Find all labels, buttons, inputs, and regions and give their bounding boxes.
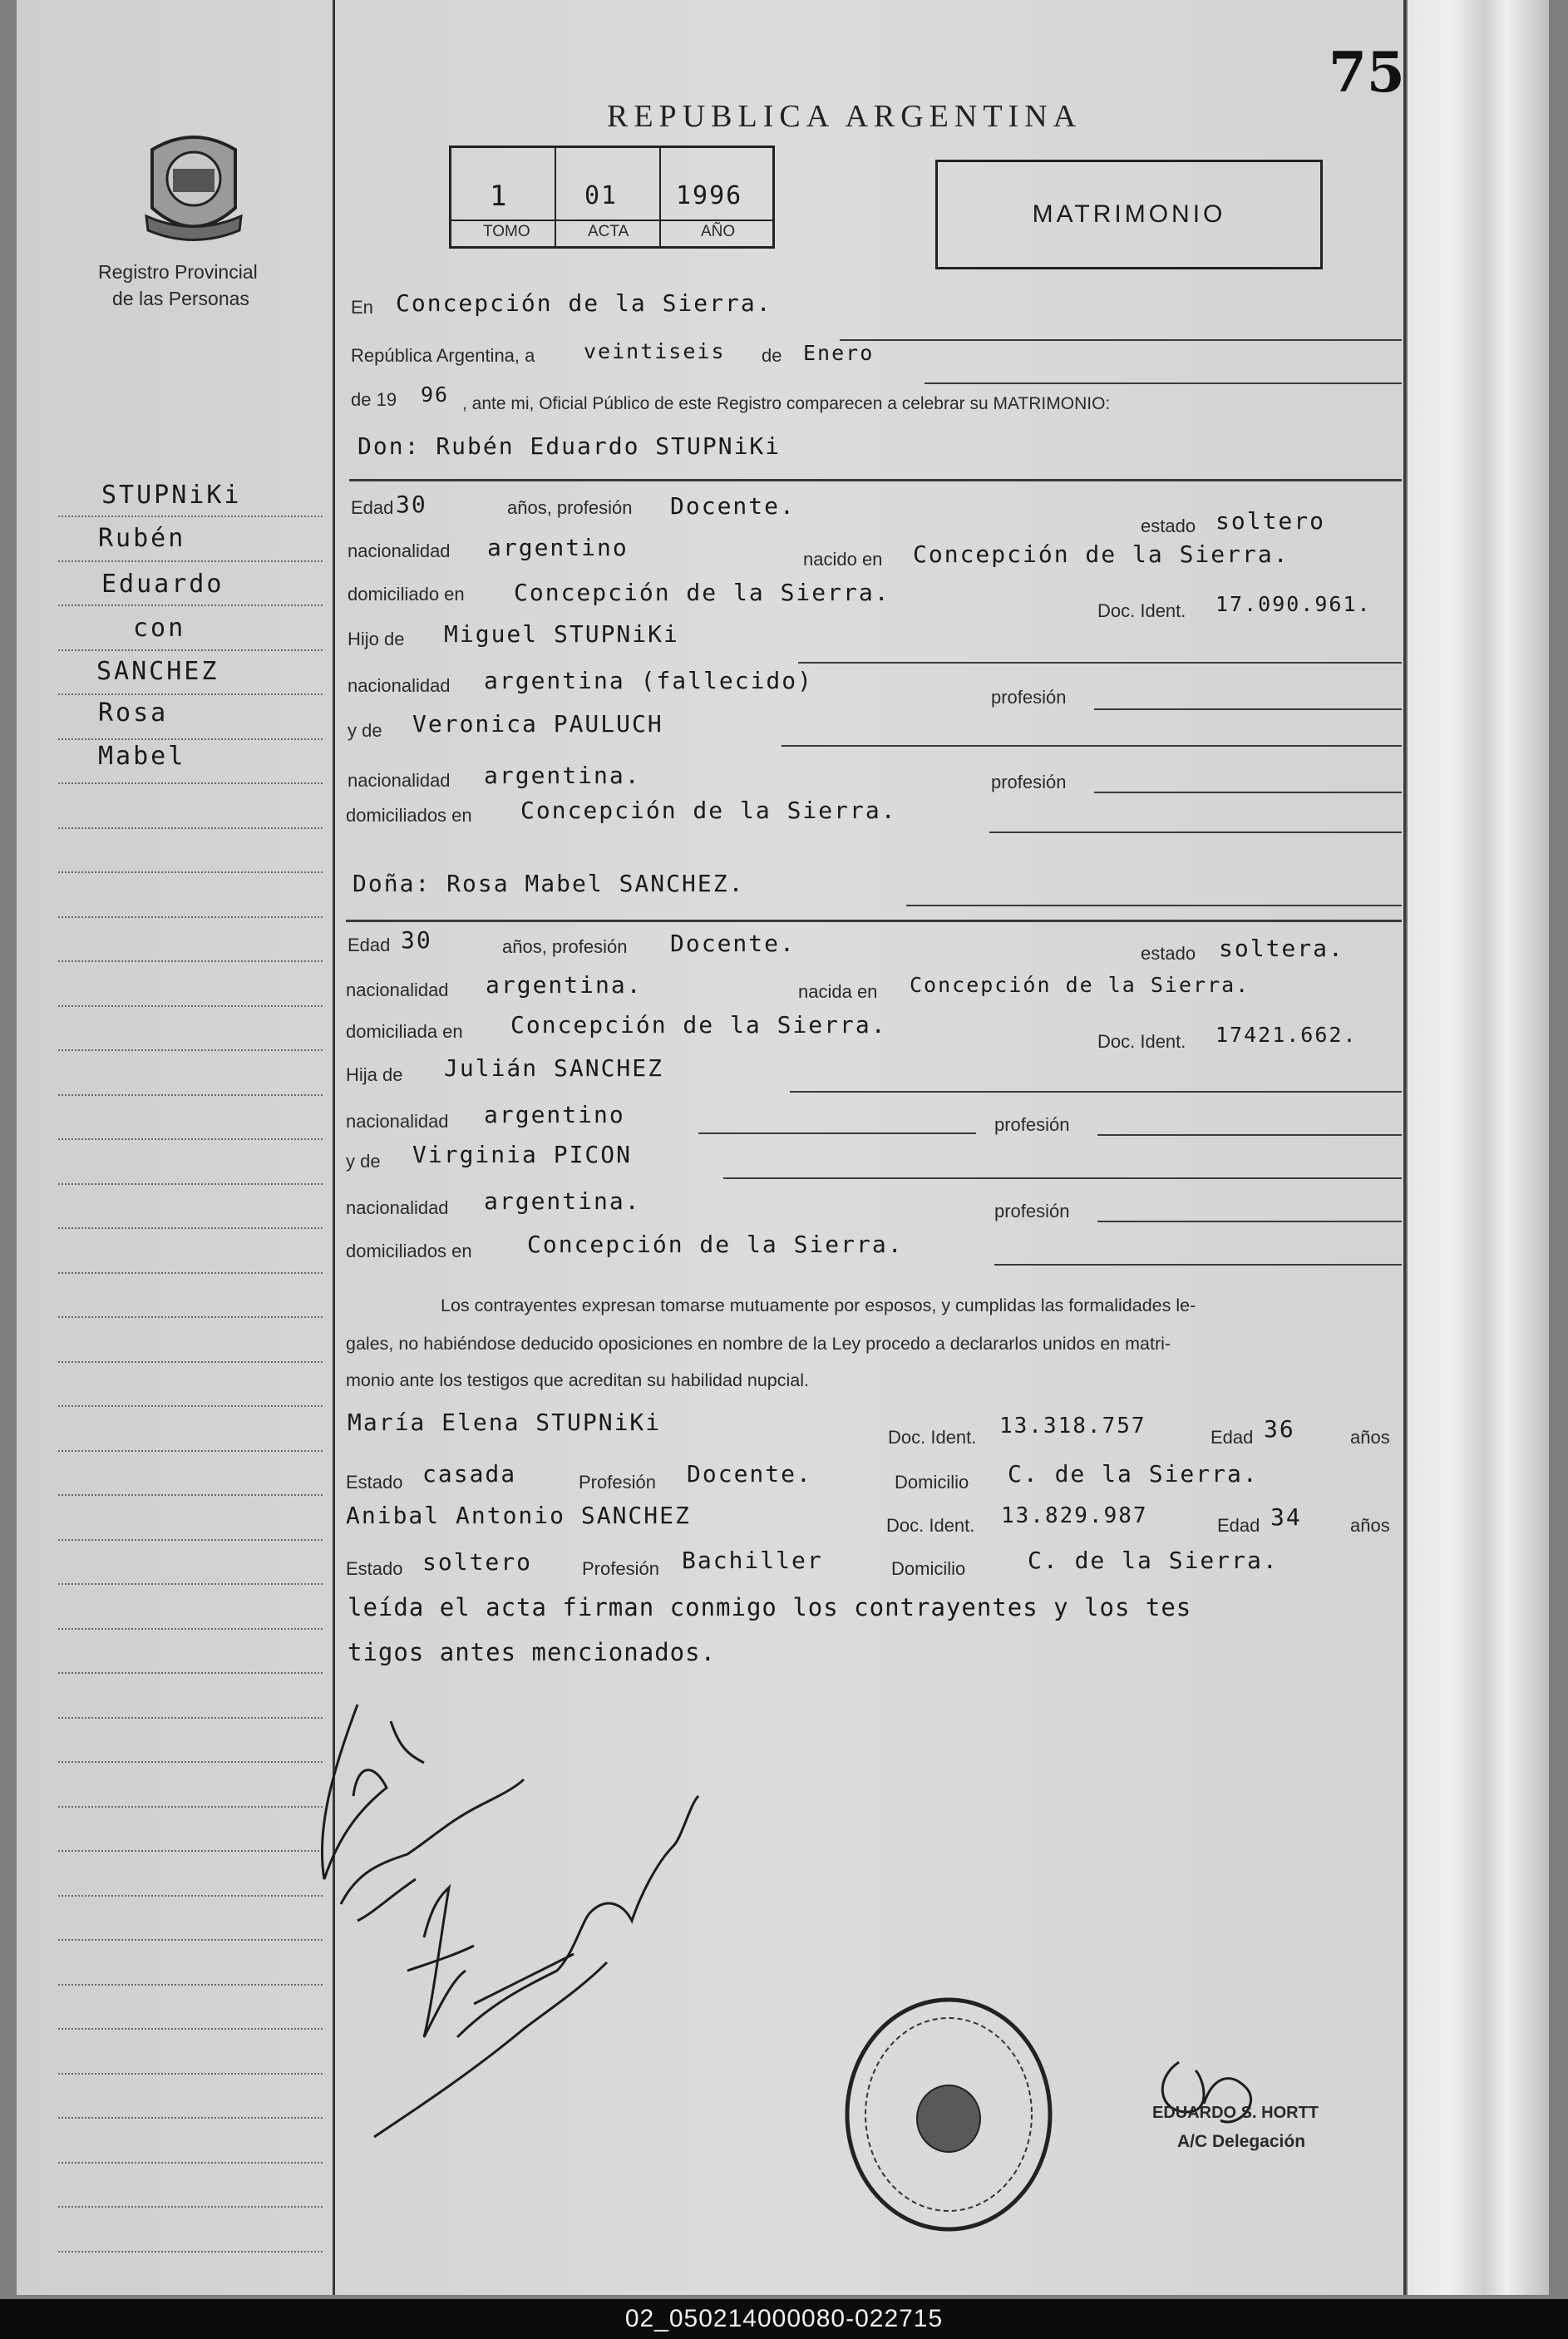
margin-name-5: SANCHEZ	[96, 657, 219, 686]
bride-anos-label: años, profesión	[502, 936, 628, 957]
groom-mother-prof-label: profesión	[991, 772, 1067, 792]
margin-rule-line	[58, 604, 323, 606]
month-line	[925, 382, 1402, 384]
groom-father-line	[798, 662, 1402, 664]
bride-name-line	[906, 905, 1402, 906]
margin-rule-line	[58, 1361, 323, 1363]
record-type-box	[935, 160, 1323, 269]
witness2-profession: Bachiller	[682, 1547, 823, 1574]
margin-rule-line	[58, 1049, 323, 1051]
margin-rule-line	[58, 1628, 323, 1630]
bride-doc: 17421.662.	[1215, 1023, 1358, 1047]
bride-father-prof-label: profesión	[994, 1114, 1070, 1135]
footer-id-bar	[0, 2299, 1568, 2339]
year-label: de 19	[351, 389, 397, 410]
statement-text: , ante mi, Oficial Público de este Registro comparecen a celebrar su MATRIMONIO:	[462, 394, 1111, 413]
margin-rule-line	[58, 560, 323, 562]
bride-domicilio-label: domiciliada en	[346, 1021, 463, 1042]
bride-edad-label: Edad	[348, 935, 391, 955]
witness1-prof-label: Profesión	[579, 1472, 656, 1493]
margin-rule-line	[58, 1895, 323, 1897]
groom-mother-line	[782, 745, 1402, 747]
groom-father-label: Hijo de	[348, 629, 405, 649]
bride-section-line	[346, 920, 1402, 922]
margin-rule-line	[58, 1806, 323, 1808]
groom-nationality: argentino	[487, 534, 629, 561]
margin-rule-line	[58, 916, 323, 918]
margin-rule-line	[58, 1939, 323, 1941]
bride-doc-label: Doc. Ident.	[1097, 1031, 1186, 1052]
groom-status: soltero	[1215, 507, 1326, 535]
margin-rule-line	[58, 1138, 323, 1140]
acta-value: 01	[584, 181, 619, 210]
margin-rule-line	[58, 1672, 323, 1674]
groom-age: 30	[396, 491, 427, 518]
groom-father: Miguel STUPNiKi	[444, 620, 679, 648]
witness2-edad-label: Edad	[1217, 1515, 1260, 1536]
bride-profession: Docente.	[670, 930, 796, 957]
groom-mother-nat-label: nacionalidad	[348, 770, 451, 791]
witness1-doc-label: Doc. Ident.	[888, 1427, 977, 1448]
witness1-edad-label: Edad	[1211, 1427, 1254, 1448]
witness2-dom-label: Domicilio	[891, 1558, 966, 1579]
margin-rule-line	[58, 1850, 323, 1852]
coat-of-arms-icon	[140, 129, 248, 245]
bride-name: Doña: Rosa Mabel SANCHEZ.	[353, 870, 745, 897]
official-name: EDUARDO S. HORTT	[1152, 2104, 1319, 2122]
margin-rule-line	[58, 516, 323, 517]
margin-name-4: con	[133, 614, 186, 643]
margin-rule-line	[58, 1450, 323, 1452]
bride-mother-nat-label: nacionalidad	[346, 1197, 449, 1218]
bride-mother-prof-label: profesión	[994, 1201, 1070, 1221]
official-title: A/C Delegación	[1177, 2132, 1306, 2151]
footer-id: 02_050214000080-022715	[624, 2305, 944, 2332]
groom-name-line	[349, 479, 1402, 481]
margin-rule-line	[58, 649, 323, 651]
groom-nacionalidad-label: nacionalidad	[348, 540, 451, 561]
groom-mother-label: y de	[348, 720, 382, 741]
margin-rule-line	[58, 2162, 323, 2164]
bride-birthplace: Concepción de la Sierra.	[910, 973, 1250, 997]
ano-label: AÑO	[701, 223, 736, 240]
groom-parents-dom: Concepción de la Sierra.	[520, 797, 897, 824]
margin-rule-line	[58, 1272, 323, 1274]
bride-mother-line	[723, 1177, 1402, 1179]
margin-rule-line	[58, 960, 323, 962]
witness2-doc: 13.829.987	[1001, 1503, 1148, 1528]
witness2-domicile: C. de la Sierra.	[1028, 1547, 1279, 1574]
margin-name-6: Rosa	[98, 698, 169, 728]
groom-birthplace: Concepción de la Sierra.	[913, 540, 1289, 568]
bride-father-nat: argentino	[484, 1101, 625, 1128]
bride-father-nat-line	[698, 1132, 976, 1134]
page-number: 75	[1329, 40, 1405, 105]
margin-rule-line	[58, 1227, 323, 1229]
groom-doc-label: Doc. Ident.	[1097, 600, 1186, 621]
witness2-doc-label: Doc. Ident.	[886, 1515, 975, 1536]
witness2-anos-label: años	[1350, 1515, 1390, 1536]
bride-age: 30	[401, 926, 432, 954]
groom-anos-label: años, profesión	[507, 497, 633, 518]
groom-edad-label: Edad	[351, 497, 394, 518]
place-value: Concepción de la Sierra.	[396, 289, 772, 317]
office-name-line2: de las Personas	[112, 288, 249, 309]
groom-mother-nat: argentina.	[484, 762, 641, 789]
witness1-dom-label: Domicilio	[895, 1472, 969, 1493]
bride-domicile: Concepción de la Sierra.	[510, 1011, 887, 1039]
witness1-name: María Elena STUPNiKi	[348, 1409, 662, 1436]
margin-rule-line	[58, 2117, 323, 2119]
bride-mother-nat: argentina.	[484, 1187, 641, 1215]
republic-label: República Argentina, a	[351, 345, 535, 366]
margin-rule-line	[58, 871, 323, 873]
groom-nacido-label: nacido en	[803, 549, 883, 570]
margin-rule-line	[58, 1005, 323, 1007]
bride-nacionalidad-label: nacionalidad	[346, 980, 449, 1000]
bride-nationality: argentina.	[486, 971, 643, 999]
margin-rule-line	[58, 1984, 323, 1986]
groom-father-nat-label: nacionalidad	[348, 675, 451, 696]
bride-father: Julián SANCHEZ	[444, 1054, 664, 1082]
groom-doc: 17.090.961.	[1215, 592, 1372, 616]
signatures	[308, 1671, 790, 2154]
record-type-label: MATRIMONIO	[1032, 200, 1226, 228]
witness1-status: casada	[422, 1460, 517, 1488]
witness1-doc: 13.318.757	[999, 1414, 1146, 1438]
groom-father-prof-label: profesión	[991, 687, 1067, 708]
margin-name-3: Eduardo	[101, 570, 224, 599]
tomo-label: TOMO	[483, 223, 530, 240]
en-label: En	[351, 297, 373, 318]
bride-mother-prof-line	[1097, 1221, 1402, 1222]
groom-father-nat: argentina (fallecido)	[484, 667, 814, 694]
margin-rule-line	[58, 2206, 323, 2208]
office-name-line1: Registro Provincial	[98, 261, 258, 283]
margin-rule-line	[58, 1717, 323, 1719]
bride-mother: Virginia PICON	[412, 1141, 633, 1168]
bride-parents-dom: Concepción de la Sierra.	[527, 1231, 904, 1258]
margin-rule-line	[58, 1583, 323, 1585]
margin-name-1: STUPNiKi	[101, 481, 242, 510]
bride-father-prof-line	[1097, 1134, 1402, 1136]
bride-nacida-label: nacida en	[798, 981, 878, 1002]
country-title: REPUBLICA ARGENTINA	[607, 99, 1082, 134]
month-value: Enero	[803, 341, 875, 365]
groom-domicilio-label: domiciliado en	[348, 584, 465, 604]
declaration-line-3: monio ante los testigos que acreditan su habilidad nupcial.	[346, 1370, 809, 1390]
witness1-estado-label: Estado	[346, 1472, 403, 1493]
ano-value: 1996	[676, 181, 743, 210]
closing-line-1: leída el acta firman conmigo los contrayentes y los tes	[348, 1593, 1192, 1621]
tomo-value: 1	[490, 180, 509, 213]
witness1-age: 36	[1264, 1415, 1295, 1443]
groom-father-prof-line	[1094, 708, 1402, 710]
bride-parents-dom-line	[994, 1264, 1402, 1266]
witness1-profession: Docente.	[687, 1460, 812, 1488]
witness1-domicile: C. de la Sierra.	[1008, 1460, 1259, 1488]
witness2-estado-label: Estado	[346, 1558, 403, 1579]
day-value: veintiseis	[584, 339, 726, 363]
bride-father-line	[790, 1091, 1402, 1093]
bride-father-label: Hija de	[346, 1064, 403, 1085]
groom-parents-dom-line	[989, 831, 1402, 833]
margin-rule-line	[58, 1316, 323, 1318]
bride-parents-dom-label: domiciliados en	[346, 1241, 472, 1261]
margin-rule-line	[58, 2028, 323, 2030]
margin-rule-line	[58, 1094, 323, 1096]
groom-profession: Docente.	[670, 492, 796, 520]
margin-rule-line	[58, 693, 323, 695]
groom-mother: Veronica PAULUCH	[412, 710, 663, 738]
margin-rule-line	[58, 782, 323, 784]
margin-rule-line	[58, 827, 323, 829]
margin-rule-line	[58, 1494, 323, 1496]
declaration-line-1: Los contrayentes expresan tomarse mutuamente por esposos, y cumplidas las formalidades le-	[441, 1295, 1196, 1315]
bride-status: soltera.	[1219, 935, 1344, 962]
margin-rule-line	[58, 738, 323, 740]
margin-name-7: Mabel	[98, 742, 186, 771]
groom-domicile: Concepción de la Sierra.	[514, 579, 890, 606]
margin-rule-line	[58, 2073, 323, 2075]
margin-rule-line	[58, 1539, 323, 1541]
witness2-age: 34	[1270, 1503, 1302, 1531]
margin-name-2: Rubén	[98, 524, 186, 553]
margin-rule-line	[58, 1405, 323, 1407]
place-line	[840, 339, 1402, 341]
bride-mother-label: y de	[346, 1151, 381, 1172]
groom-estado-label: estado	[1141, 516, 1196, 536]
margin-rule-line	[58, 2251, 323, 2253]
groom-mother-prof-line	[1094, 792, 1402, 793]
year-value: 96	[421, 382, 450, 407]
right-page-border	[1403, 0, 1406, 2295]
margin-rule-line	[58, 1183, 323, 1185]
register-box	[449, 146, 775, 249]
official-seal-icon	[841, 1994, 1056, 2235]
declaration-line-2: gales, no habiéndose deducido oposiciones en nombre de la Ley procedo a declararlos unidos en matri-	[346, 1334, 1171, 1354]
witness1-anos-label: años	[1350, 1427, 1390, 1448]
groom-name: Don: Rubén Eduardo STUPNiKi	[357, 432, 782, 460]
closing-line-2: tigos antes mencionados.	[348, 1638, 717, 1666]
witness2-status: soltero	[422, 1548, 533, 1576]
bride-father-nat-label: nacionalidad	[346, 1111, 449, 1132]
book-page-edge	[1405, 0, 1549, 2295]
official-signature	[1146, 2045, 1279, 2137]
de-label: de	[762, 345, 782, 366]
margin-rule-line	[58, 1761, 323, 1763]
bride-estado-label: estado	[1141, 943, 1196, 964]
groom-parents-dom-label: domiciliados en	[346, 805, 472, 826]
witness2-prof-label: Profesión	[582, 1558, 659, 1579]
acta-label: ACTA	[588, 223, 629, 240]
witness2-name: Anibal Antonio SANCHEZ	[346, 1502, 691, 1529]
